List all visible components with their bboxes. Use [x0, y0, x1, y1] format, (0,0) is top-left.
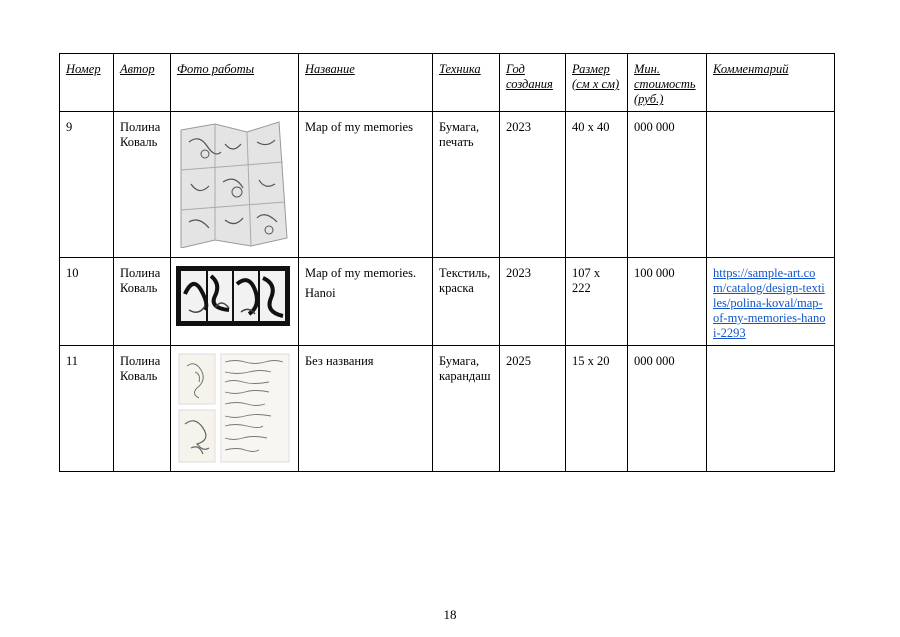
cell-year: 2023	[500, 258, 566, 346]
header-title: Название	[299, 54, 433, 112]
cell-photo	[171, 346, 299, 472]
cell-comment	[707, 258, 835, 346]
title-line-1: Map of my memories	[305, 120, 413, 134]
cell-size: 107 х 222	[566, 258, 628, 346]
table-row	[60, 346, 835, 472]
cell-year: 2025	[500, 346, 566, 472]
cell-price: 000 000	[628, 346, 707, 472]
table-row	[60, 112, 835, 258]
cell-photo	[171, 258, 299, 346]
cell-comment	[707, 346, 835, 472]
header-comment: Комментарий	[707, 54, 835, 112]
cell-title	[299, 346, 433, 472]
header-price: Мин. стоимость (руб.)	[628, 54, 707, 112]
header-technique: Техника	[433, 54, 500, 112]
folded-map-artwork-image	[175, 118, 294, 248]
cell-technique: Бумага, карандаш	[433, 346, 500, 472]
header-number: Номер	[60, 54, 114, 112]
cell-author: Полина Коваль	[114, 346, 171, 472]
page-number: 18	[443, 607, 457, 622]
cell-price: 100 000	[628, 258, 707, 346]
table-header-row	[60, 54, 835, 112]
header-year: Год создания	[500, 54, 566, 112]
cell-technique: Текстиль, краска	[433, 258, 500, 346]
cell-size: 15 х 20	[566, 346, 628, 472]
cell-technique: Бумага, печать	[433, 112, 500, 258]
cell-number: 9	[60, 112, 114, 258]
title-line-1: Map of my memories.	[305, 266, 417, 280]
cell-photo	[171, 112, 299, 258]
cell-title	[299, 112, 433, 258]
artwork-link[interactable]: https://sample-art.com/catalog/design-textiles/polina-koval/map-of-my-memories-hanoi-2293	[713, 266, 826, 340]
header-photo: Фото работы	[171, 54, 299, 112]
table-row	[60, 258, 835, 346]
pencil-sketch-artwork-image	[175, 352, 294, 464]
artwork-catalog-table	[59, 53, 835, 472]
cell-number: 11	[60, 346, 114, 472]
title-line-1: Без названия	[305, 354, 374, 368]
header-author: Автор	[114, 54, 171, 112]
title-line-2: Hanoi	[305, 286, 336, 300]
cell-title	[299, 258, 433, 346]
cell-author: Полина Коваль	[114, 112, 171, 258]
cell-size: 40 х 40	[566, 112, 628, 258]
cell-comment	[707, 112, 835, 258]
cell-number: 10	[60, 258, 114, 346]
cell-year: 2023	[500, 112, 566, 258]
textile-artwork-image	[175, 264, 294, 328]
cell-author: Полина Коваль	[114, 258, 171, 346]
header-size: Размер (см х см)	[566, 54, 628, 112]
cell-price: 000 000	[628, 112, 707, 258]
